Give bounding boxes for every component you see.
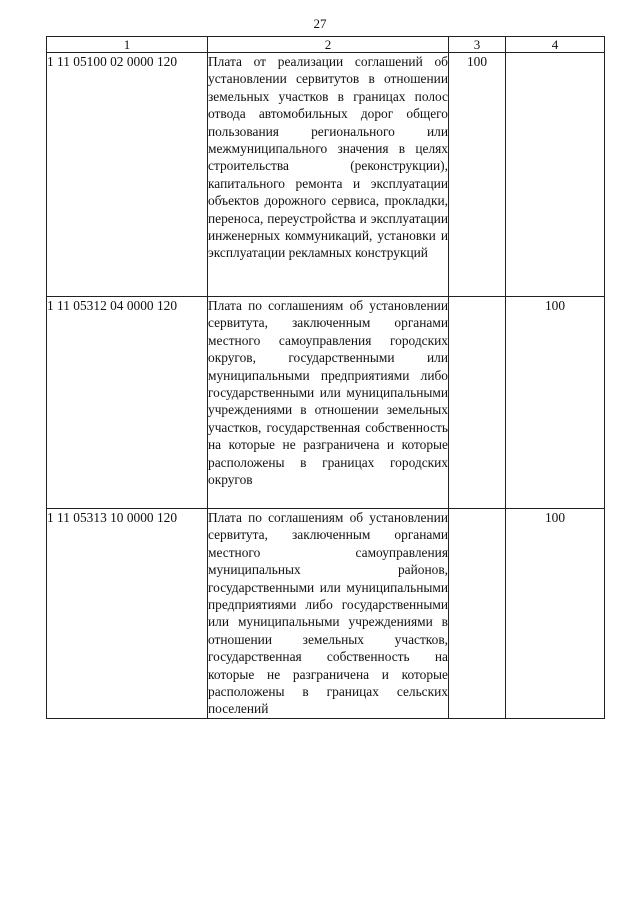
header-col-4: 4: [506, 37, 605, 53]
row-value-col4: 100: [506, 509, 605, 719]
revenue-table: [46, 36, 605, 719]
row-code: 1 11 05100 02 0000 120: [47, 53, 208, 297]
row-value-col3: [449, 297, 506, 509]
row-value-col3: 100: [449, 53, 506, 297]
table-row: [47, 53, 605, 297]
header-col-2: 2: [208, 37, 449, 53]
page-number: 27: [313, 16, 327, 31]
row-value-col3: [449, 509, 506, 719]
table-row: [47, 509, 605, 719]
row-description: Плата по соглашениям об установлении сервитута, заключенным органами местного самоуправления городских округов, государственными или муниципальными предприятиями либо государственными или муниципальными учреждениями в отношении земельных участков, государственная собственность на которые не разграничена и которые расположены в границах городских округов: [208, 297, 449, 509]
row-code: 1 11 05313 10 0000 120: [47, 509, 208, 719]
row-value-col4: [506, 53, 605, 297]
table-row: [47, 297, 605, 509]
header-col-1: 1: [47, 37, 208, 53]
row-value-col4: 100: [506, 297, 605, 509]
row-description: Плата от реализации соглашений об установлении сервитутов в отношении земельных участков в границах полос отвода автомобильных дорог общего пользования регионального или межмуниципального значения в целях строительства (реконструкции), капитального ремонта и эксплуатации объектов дорожного сервиса, прокладки, переноса, переустройства и эксплуатации инженерных коммуникаций, установки и эксплуатации рекламных конструкций: [208, 53, 449, 297]
row-code: 1 11 05312 04 0000 120: [47, 297, 208, 509]
header-row: [47, 37, 605, 53]
row-description: Плата по соглашениям об установлении сервитута, заключенным органами местного самоуправления муниципальных районов, государственными или муниципальными предприятиями либо государственными или муниципальными учреждениями в отношении земельных участков, государственная собственность на которые не разграничена и которые расположены в границах сельских поселений: [208, 509, 449, 719]
header-col-3: 3: [449, 37, 506, 53]
